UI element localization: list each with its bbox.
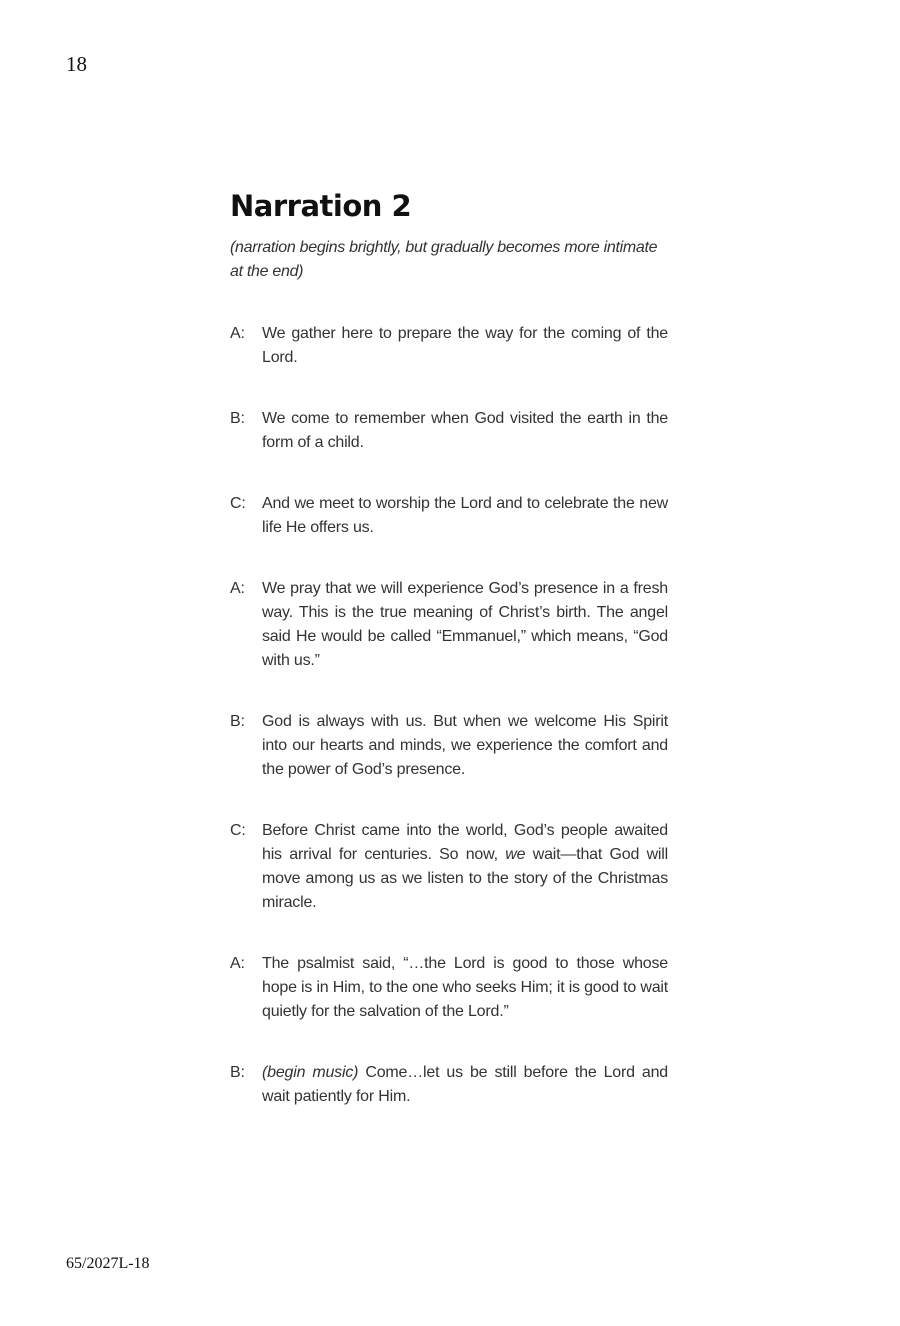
narration-line [230, 407, 668, 455]
speech-text [262, 952, 668, 1024]
narration-section [230, 186, 668, 1146]
speech-text [262, 1061, 668, 1109]
speech-segment-italic: (begin music) [262, 1064, 359, 1081]
speaker-label: A: [230, 955, 245, 972]
speech-segment: We gather here to prepare the way for the coming of the Lord. [262, 325, 668, 366]
narration-line [230, 819, 668, 915]
speech-segment: And we meet to worship the Lord and to celebrate the new life He offers us. [262, 495, 668, 536]
speech-segment: The psalmist said, “…the Lord is good to those whose hope is in Him, to the one who seeks Him; it is good to wait quietly for the salvation of the Lord.” [262, 955, 668, 1020]
speech-segment: We pray that we will experience God’s presence in a fresh way. This is the true meaning of Christ’s birth. The angel said He would be called “Emmanuel,” which means, “God with us.” [262, 580, 668, 669]
narration-lines [230, 322, 668, 1109]
narration-line [230, 577, 668, 673]
speaker-label: C: [230, 495, 246, 512]
speech-segment: Come…let us be still before the Lord and wait patiently for Him. [262, 1064, 668, 1105]
speaker-label: A: [230, 580, 245, 597]
speaker-label: B: [230, 713, 245, 730]
speech-text [262, 407, 668, 455]
narration-title: Narration 2 [230, 189, 412, 223]
speech-segment: wait—that God will move among us as we listen to the story of the Christmas miracle. [262, 846, 668, 911]
speaker-label: B: [230, 410, 245, 427]
page-number: 18 [66, 52, 87, 76]
speech-text [262, 819, 668, 915]
narration-line [230, 492, 668, 540]
speech-segment: We come to remember when God visited the earth in the form of a child. [262, 410, 668, 451]
speaker-label: C: [230, 822, 246, 839]
footer-catalog-code: 65/2027L-18 [66, 1255, 150, 1272]
speech-segment: God is always with us. But when we welcome His Spirit into our hearts and minds, we experience the comfort and the power of God’s presence. [262, 713, 668, 778]
speaker-label: B: [230, 1064, 245, 1081]
speech-segment-italic: we [505, 846, 526, 863]
speech-text [262, 492, 668, 540]
narration-line [230, 1061, 668, 1109]
speech-text [262, 710, 668, 782]
narration-line [230, 322, 668, 370]
narration-line [230, 710, 668, 782]
speech-text [262, 322, 668, 370]
speech-segment: Before Christ came into the world, God’s people awaited his arrival for centuries. So now, [262, 822, 668, 863]
speech-text [262, 577, 668, 673]
speaker-label: A: [230, 325, 245, 342]
stage-direction: (narration begins brightly, but gradually becomes more intimate at the end) [230, 239, 658, 280]
narration-line [230, 952, 668, 1024]
